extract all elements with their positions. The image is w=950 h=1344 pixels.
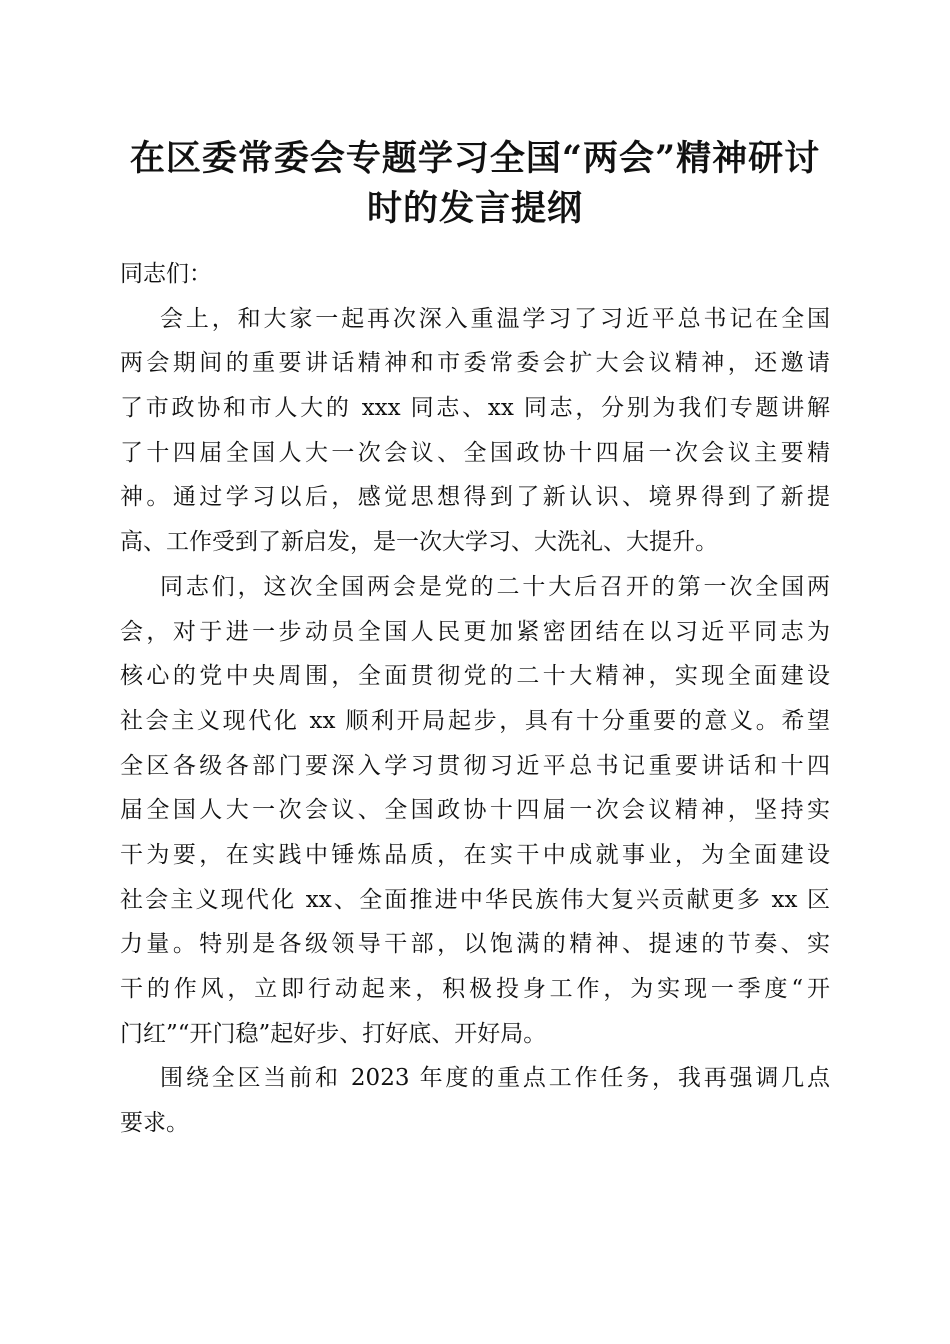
document-title-line-1: 在区委常委会专题学习全国“两会”精神研讨 [129,138,821,179]
paragraph-2-line-3: 核心的党中央周围，全面贯彻党的二十大精神，实现全面建设 [120,663,830,690]
paragraph-1-line-5: 神。通过学习以后，感觉思想得到了新认识、境界得到了新提 [120,484,830,511]
paragraph-2-line-1: 同志们，这次全国两会是党的二十大后召开的第一次全国两 [160,573,830,600]
paragraph-2-line-9: 力量。特别是各级领导干部，以饱满的精神、提速的节奏、实 [120,931,830,958]
paragraph-2-line-5: 全区各级各部门要深入学习贯彻习近平总书记重要讲话和十四 [120,752,830,779]
paragraph-2-line-2: 会，对于进一步动员全国人民更加紧密团结在以习近平同志为 [120,618,830,645]
salutation: 同志们： [120,261,212,287]
paragraph-1-line-1: 会上，和大家一起再次深入重温学习了习近平总书记在全国 [160,305,830,332]
paragraph-3-line-2: 要求。 [120,1110,189,1137]
paragraph-2-line-4: 社会主义现代化 xx 顺利开局起步，具有十分重要的意义。希望 [120,707,830,734]
paragraph-1-line-6: 高、工作受到了新启发，是一次大学习、大洗礼、大提升。 [120,529,718,556]
document-title-line-2: 时的发言提纲 [366,188,583,229]
paragraph-2-line-11: 门红”“开门稳”起好步、打好底、开好局。 [120,1020,547,1047]
paragraph-2-line-10: 干的作风，立即行动起来，积极投身工作，为实现一季度“开 [120,976,830,1002]
paragraph-1-line-2: 两会期间的重要讲话精神和市委常委会扩大会议精神，还邀请 [120,350,830,377]
paragraph-1-line-4: 了十四届全国人大一次会议、全国政协十四届一次会议主要精 [120,439,830,466]
paragraph-2-line-8: 社会主义现代化 xx、全面推进中华民族伟大复兴贡献更多 xx 区 [120,886,830,913]
document-body [120,252,830,1146]
paragraph-2-line-7: 干为要，在实践中锤炼品质，在实干中成就事业，为全面建设 [120,841,830,868]
paragraph-3-line-1: 围绕全区当前和 2023 年度的重点工作任务，我再强调几点 [160,1065,830,1092]
paragraph-2-line-6: 届全国人大一次会议、全国政协十四届一次会议精神，坚持实 [120,797,830,824]
paragraph-1-line-3: 了市政协和市人大的 xxx 同志、xx 同志，分别为我们专题讲解 [120,395,830,422]
